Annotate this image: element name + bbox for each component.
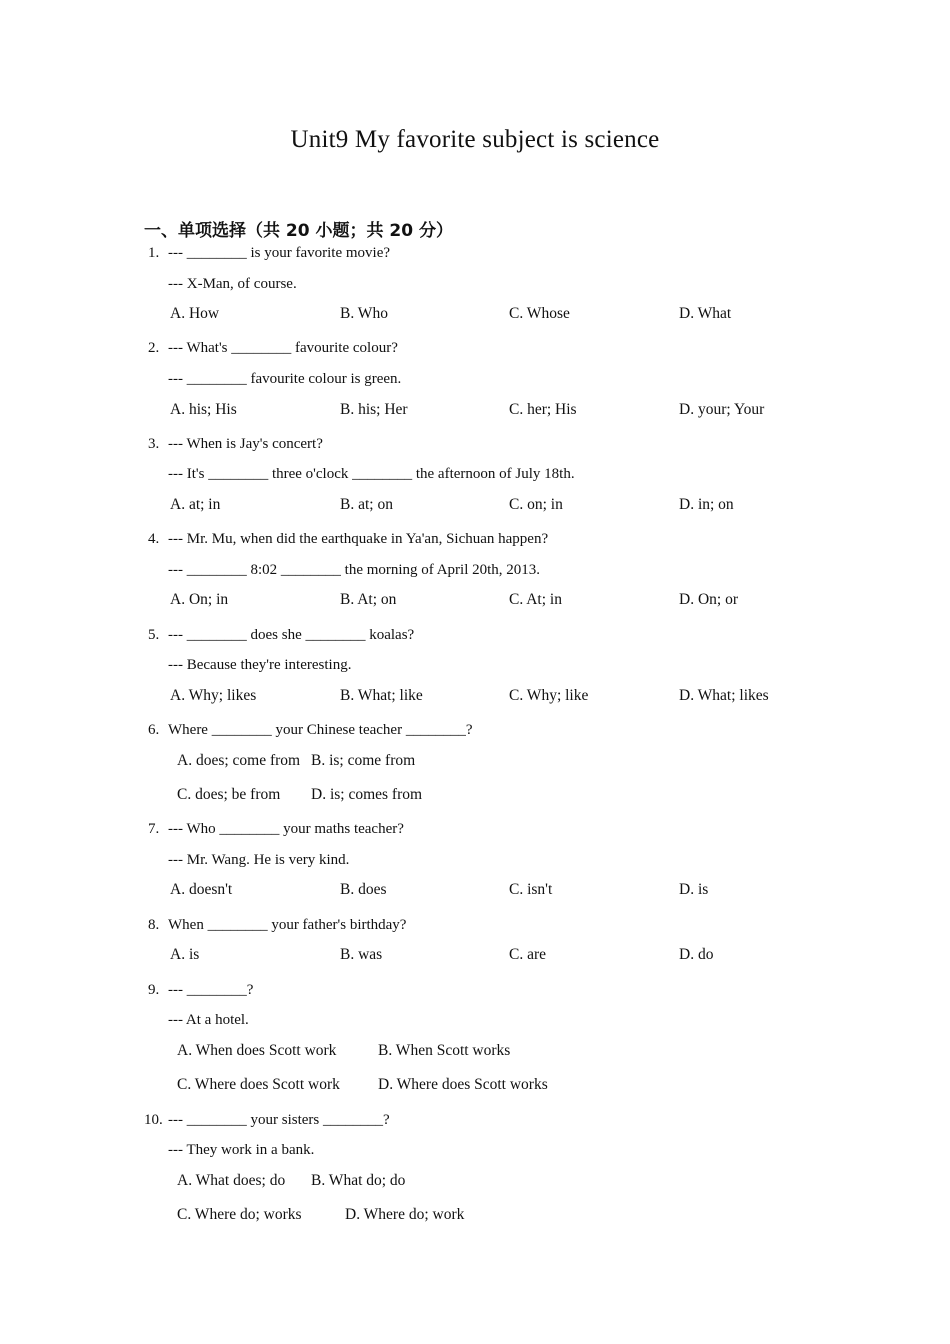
option-c: C. isn't xyxy=(509,881,553,898)
option-a: A. How xyxy=(170,305,220,322)
question-text: --- Who ________ your maths teacher? xyxy=(168,821,404,837)
option-a: A. at; in xyxy=(170,496,221,513)
option-c: C. Where do; works xyxy=(177,1206,302,1223)
option-a: A. What does; do xyxy=(177,1172,286,1189)
option-d: D. What; likes xyxy=(679,687,769,704)
option-c: C. her; His xyxy=(509,401,577,418)
option-b: B. Who xyxy=(340,305,388,322)
option-b: B. is; come from xyxy=(311,752,416,769)
question-text: --- They work in a bank. xyxy=(168,1142,315,1158)
question-text: --- What's ________ favourite colour? xyxy=(168,340,398,356)
question-number: 9. xyxy=(148,982,160,998)
question-number: 8. xyxy=(148,917,160,933)
question-text: --- ________ 8:02 ________ the morning of April 20th, 2013. xyxy=(168,562,541,578)
option-d: D. Where do; work xyxy=(345,1206,465,1223)
question-text: --- Because they're interesting. xyxy=(168,657,352,673)
question-text: --- When is Jay's concert? xyxy=(168,436,323,452)
option-c: C. are xyxy=(509,946,547,963)
option-b: B. does xyxy=(340,881,387,898)
question-text: --- It's ________ three o'clock ________ the afternoon of July 18th. xyxy=(168,466,575,482)
question-number: 10. xyxy=(144,1112,163,1128)
question-text: --- ________ your sisters ________? xyxy=(168,1112,390,1128)
option-b: B. At; on xyxy=(340,591,397,608)
option-b: B. at; on xyxy=(340,496,393,513)
question-text: --- At a hotel. xyxy=(168,1012,249,1028)
question-number: 2. xyxy=(148,340,160,356)
question-text: --- Mr. Mu, when did the earthquake in Ya'an, Sichuan happen? xyxy=(168,531,549,547)
option-a: A. does; come from xyxy=(177,752,301,769)
section-heading: 一、单项选择（共 20 小题；共 20 分） xyxy=(144,221,453,241)
option-a: A. Why; likes xyxy=(170,687,257,704)
option-c: C. Whose xyxy=(509,305,570,322)
option-d: D. is; comes from xyxy=(311,786,423,803)
option-a: A. When does Scott work xyxy=(177,1042,337,1059)
question-text: --- ________ favourite colour is green. xyxy=(168,371,402,387)
question-number: 1. xyxy=(148,245,160,261)
question-number: 4. xyxy=(148,531,160,547)
option-d: D. do xyxy=(679,946,714,963)
option-d: D. your; Your xyxy=(679,401,765,418)
option-b: B. was xyxy=(340,946,383,963)
option-c: C. Where does Scott work xyxy=(177,1076,340,1093)
option-d: D. What xyxy=(679,305,732,322)
option-c: C. does; be from xyxy=(177,786,281,803)
option-d: D. in; on xyxy=(679,496,734,513)
option-a: A. On; in xyxy=(170,591,229,608)
question-text: --- ________? xyxy=(168,982,254,998)
option-a: A. his; His xyxy=(170,401,237,418)
question-number: 6. xyxy=(148,722,160,738)
option-b: B. When Scott works xyxy=(378,1042,511,1059)
question-number: 7. xyxy=(148,821,160,837)
option-c: C. At; in xyxy=(509,591,562,608)
option-c: C. Why; like xyxy=(509,687,589,704)
option-c: C. on; in xyxy=(509,496,563,513)
question-number: 5. xyxy=(148,627,160,643)
question-text: --- ________ does she ________ koalas? xyxy=(168,627,415,643)
option-d: D. On; or xyxy=(679,591,738,608)
question-text: When ________ your father's birthday? xyxy=(168,917,407,933)
option-b: B. his; Her xyxy=(340,401,408,418)
option-b: B. What do; do xyxy=(311,1172,406,1189)
option-a: A. is xyxy=(170,946,200,963)
question-number: 3. xyxy=(148,436,160,452)
option-d: D. is xyxy=(679,881,709,898)
question-text: --- X-Man, of course. xyxy=(168,276,297,292)
question-text: --- Mr. Wang. He is very kind. xyxy=(168,852,350,868)
page-title: Unit9 My favorite subject is science xyxy=(290,126,660,153)
question-text: --- ________ is your favorite movie? xyxy=(168,245,391,261)
option-b: B. What; like xyxy=(340,687,423,704)
question-text: Where ________ your Chinese teacher ________? xyxy=(168,722,473,738)
option-d: D. Where does Scott works xyxy=(378,1076,548,1093)
option-a: A. doesn't xyxy=(170,881,233,898)
